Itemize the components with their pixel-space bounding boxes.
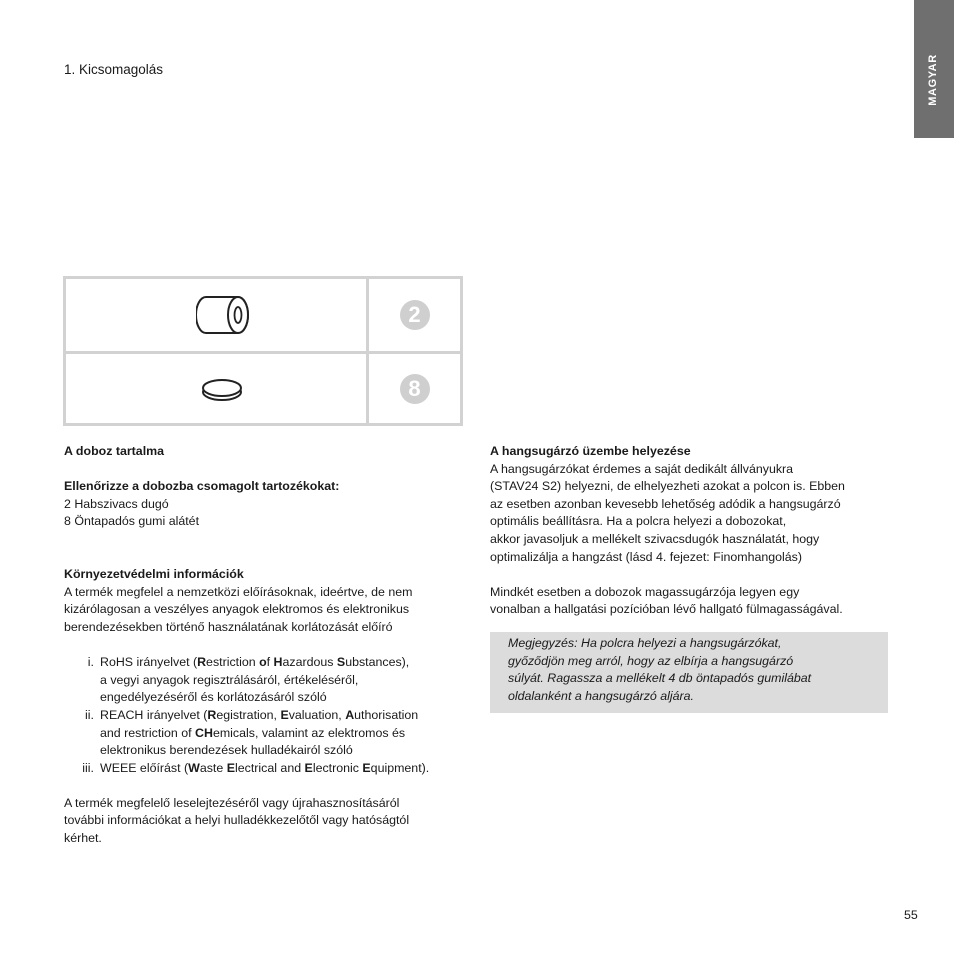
contents-item: 8 Öntapadós gumi alátét [64, 514, 200, 529]
setup-text-line: (STAV24 S2) helyezni, de elhelyezheti azokat a polcon is. Ebben [490, 479, 845, 494]
quantity-badge: 8 [400, 374, 430, 404]
text: quipment). [370, 760, 430, 775]
text: A [345, 707, 355, 722]
text: estriction [206, 655, 260, 670]
parts-image-cell [66, 279, 369, 351]
text: CH [195, 725, 213, 740]
language-tab-label: MAGYAR [927, 54, 940, 106]
foam-plug-icon [196, 293, 252, 337]
text: egistration, [216, 707, 281, 722]
disposal-text-line: A termék megfelelő leselejtezéséről vagy újrahasznosításáról [64, 795, 400, 810]
environment-text-line: kizárólagosan a veszélyes anyagok elektromos és elektronikus [64, 602, 410, 617]
text: E [280, 707, 289, 722]
note-box [490, 632, 888, 713]
text: R [207, 707, 217, 722]
directive-list [64, 654, 464, 777]
list-number: iii. [82, 760, 94, 775]
parts-quantity-cell [369, 279, 460, 351]
text: R [197, 655, 207, 670]
parts-row [66, 354, 460, 423]
note-text-line: győződjön meg arról, hogy az elbírja a hangsugárzó [508, 653, 794, 668]
text: and restriction of [100, 725, 196, 740]
note-text-line: oldalanként a hangsugárzó aljára. [508, 688, 694, 703]
language-tab [914, 0, 954, 138]
check-contents-title: Ellenőrizze a dobozba csomagolt tartozékokat: [64, 479, 340, 494]
list-number: i. [87, 655, 94, 670]
text: f [266, 655, 274, 670]
list-number: ii. [85, 707, 94, 722]
disposal-text-line: további információkat a helyi hulladékkezelőtől vagy hatóságtól [64, 813, 410, 828]
setup-text-line: A hangsugárzókat érdemes a saját dedikált állványukra [490, 461, 794, 476]
left-column [64, 443, 464, 848]
directive-item-rohs [64, 654, 464, 707]
parts-quantity-cell [369, 354, 460, 423]
setup-text-line: optimális beállításra. Ha a polcra helyezi a dobozokat, [490, 514, 787, 529]
setup-text-line: akkor javasoljuk a mellékelt szivacsdugók használatát, hogy [490, 531, 820, 546]
directive-item-reach [64, 707, 464, 760]
parts-table [63, 276, 463, 426]
note-text-line: súlyát. Ragassza a mellékelt 4 db öntapadós gumilábat [508, 671, 812, 686]
text: H [273, 655, 283, 670]
page-number: 55 [904, 908, 918, 922]
directive-item-weee [64, 760, 464, 778]
text: WEEE előírást ( [100, 760, 189, 775]
environment-text-line: A termék megfelel a nemzetközi előírásoknak, ideértve, de nem [64, 584, 413, 599]
text: E [226, 760, 235, 775]
parts-row [66, 279, 460, 354]
note-text-line: Megjegyzés: Ha polcra helyezi a hangsugárzókat, [508, 635, 782, 650]
text: uthorisation [354, 707, 419, 722]
text: ubstances), [345, 655, 410, 670]
setup-text-line: vonalban a hallgatási pozícióban lévő hallgató fülmagasságával. [490, 602, 843, 617]
section-heading: 1. Kicsomagolás [64, 62, 164, 77]
text: elektronikus berendezések hulladékairól szóló [100, 743, 353, 758]
text: valuation, [288, 707, 346, 722]
text: lectronic [312, 760, 363, 775]
text: S [336, 655, 346, 670]
setup-text-line: az esetben azonban kevesebb lehetőség adódik a hangsugárzó [490, 496, 841, 511]
text: E [304, 760, 313, 775]
setup-text-line: Mindkét esetben a dobozok magassugárzója legyen egy [490, 584, 800, 599]
right-column [490, 443, 888, 713]
parts-image-cell [66, 354, 369, 423]
text: engedélyezéséről és korlátozásáról szóló [100, 690, 327, 705]
setup-text-line: optimalizálja a hangzást (lásd 4. fejezet: Finomhangolás) [490, 549, 802, 564]
text: lectrical and [234, 760, 305, 775]
text: emicals, valamint az elektromos és [212, 725, 406, 740]
text: a vegyi anyagok regisztrálásáról, értékeléséről, [100, 672, 359, 687]
text: RoHS irányelvet ( [100, 655, 198, 670]
text: azardous [282, 655, 337, 670]
text: W [188, 760, 200, 775]
disposal-text-line: kérhet. [64, 831, 102, 846]
environment-text-line: berendezésekben történő használatának korlátozását előíró [64, 619, 393, 634]
text: REACH irányelvet ( [100, 707, 208, 722]
box-contents-title: A doboz tartalma [64, 444, 165, 458]
text: aste [199, 760, 227, 775]
environment-title: Környezetvédelmi információk [64, 567, 244, 582]
quantity-badge: 2 [400, 300, 430, 330]
text: E [362, 760, 371, 775]
text: o [259, 655, 267, 670]
contents-item: 2 Habszivacs dugó [64, 496, 169, 511]
rubber-pad-icon [198, 376, 246, 404]
setup-title: A hangsugárzó üzembe helyezése [490, 444, 691, 458]
